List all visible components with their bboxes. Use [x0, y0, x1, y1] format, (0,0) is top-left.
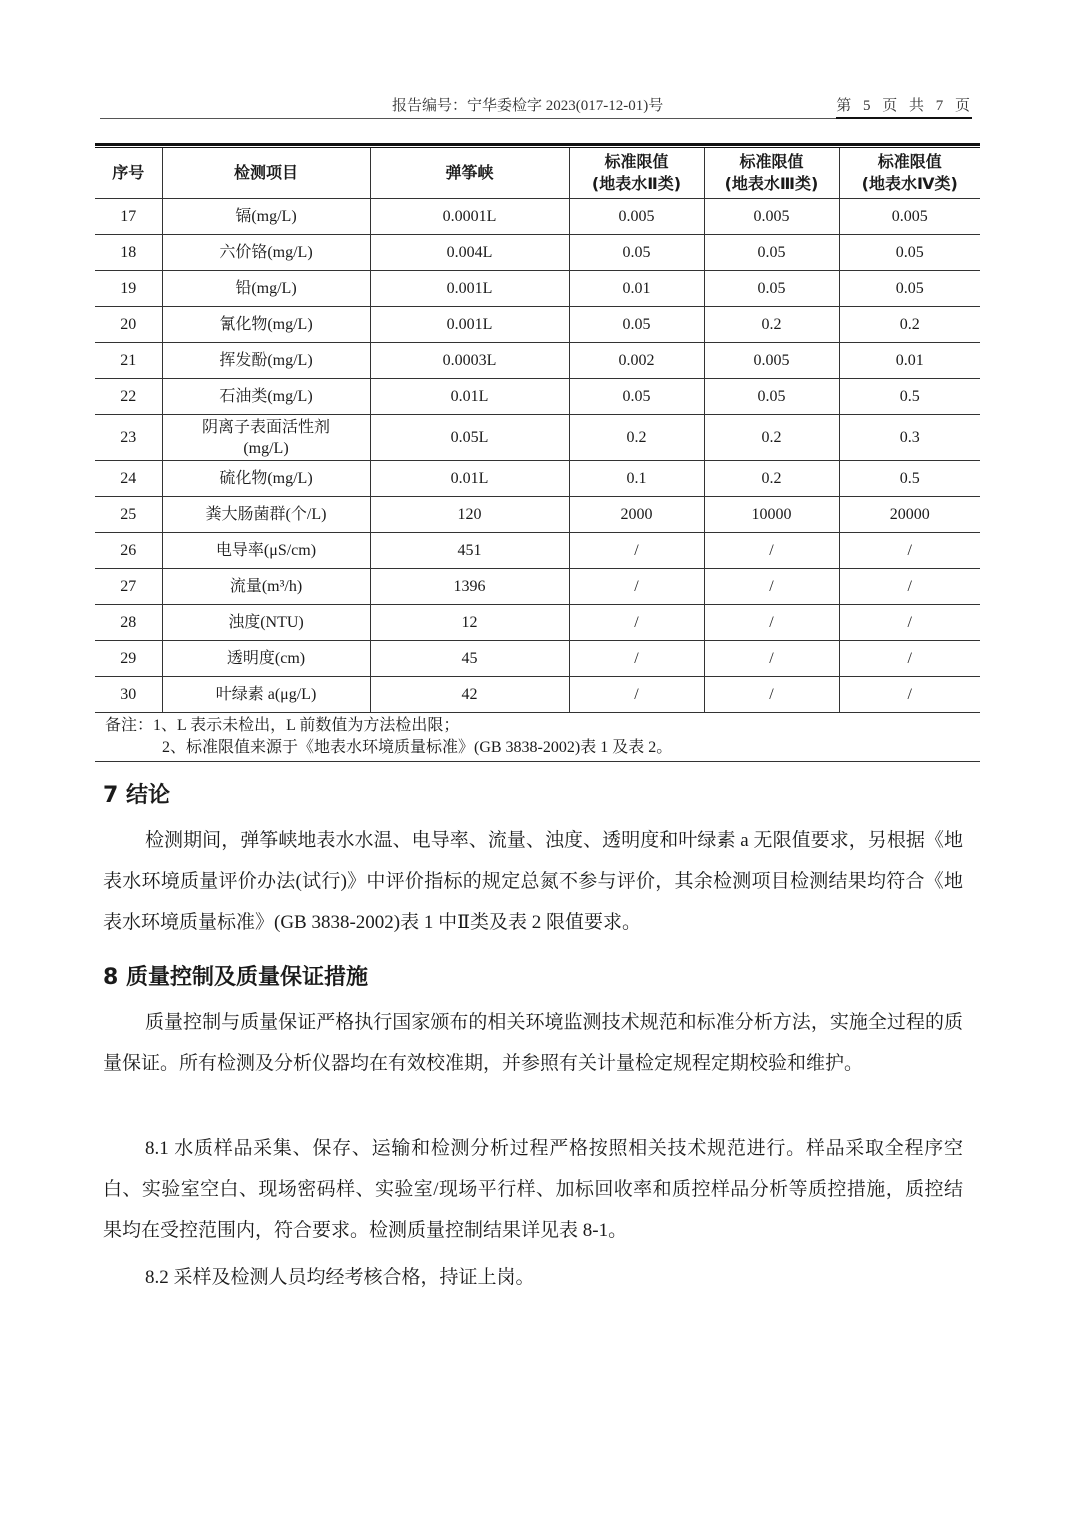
cell-no-text: 22 [120, 387, 137, 405]
cell-value [370, 235, 569, 271]
cell-no [95, 677, 162, 713]
cell-value-text: 0.001L [446, 279, 493, 297]
header-site [370, 148, 569, 199]
cell-limit-ii [569, 415, 704, 461]
cell-item [162, 415, 370, 461]
conclusion-heading: 7 结论 [103, 783, 170, 808]
cell-no [95, 569, 162, 605]
cell-no-text: 26 [120, 541, 137, 559]
cell-limit-iv-text: 0.2 [899, 315, 920, 333]
cell-no-text: 24 [120, 469, 137, 487]
header-item-label: 检测项目 [233, 163, 298, 182]
cell-value-text: 0.01L [450, 469, 489, 487]
table-row [95, 497, 980, 533]
cell-limit-iii [704, 343, 839, 379]
cell-item-text: 透明度(cm) [226, 649, 306, 667]
cell-value [370, 271, 569, 307]
cell-item-text: 六价铬(mg/L) [219, 243, 313, 261]
header-limit-iv [839, 148, 980, 199]
cell-limit-iv [839, 307, 980, 343]
cell-value [370, 677, 569, 713]
note-1: 备注：1、L 表示未检出，L 前数值为方法检出限； [105, 717, 460, 734]
cell-value-text: 0.05L [450, 429, 489, 446]
cell-item [162, 343, 370, 379]
cell-value-text: 120 [457, 505, 482, 523]
cell-item [162, 199, 370, 235]
cell-item [162, 677, 370, 713]
cell-limit-iii-text: / [769, 613, 774, 631]
cell-limit-iii-text: 0.005 [753, 351, 790, 369]
cell-no [95, 641, 162, 677]
cell-no [95, 271, 162, 307]
cell-limit-iii [704, 461, 839, 497]
cell-limit-iv [839, 235, 980, 271]
cell-limit-ii [569, 605, 704, 641]
cell-limit-ii-text: / [634, 649, 639, 667]
cell-value [370, 307, 569, 343]
cell-no [95, 497, 162, 533]
cell-value-text: 451 [457, 541, 482, 559]
cell-limit-ii-text: / [634, 613, 639, 631]
cell-limit-iii [704, 569, 839, 605]
cell-item-text: 流量(m³/h) [229, 577, 303, 595]
cell-item-text: 硫化物(mg/L) [219, 469, 313, 487]
cell-value-text: 0.001L [446, 315, 493, 333]
cell-limit-iv [839, 271, 980, 307]
quality-paragraph-2: 8.1 水质样品采集、保存、运输和检测分析过程严格按照相关技术规范进行。样品采取全程序空白、实验室空白、现场密码样、实验室/现场平行样、加标回收率和质控样品分析等质控措施，质控结果均在受控范围内，符合要求。检测质量控制结果详见表 8-1。 [103, 1138, 963, 1241]
report-number: 报告编号：宁华委检字 2023(017-12-01)号 [392, 98, 664, 114]
cell-limit-iii [704, 497, 839, 533]
table-row [95, 379, 980, 415]
cell-item [162, 533, 370, 569]
header-limit-iv-l2: (地表水Ⅳ类) [861, 174, 958, 193]
table-notes [95, 713, 980, 762]
cell-value [370, 343, 569, 379]
cell-no-text: 19 [120, 279, 137, 297]
cell-value [370, 497, 569, 533]
cell-value [370, 379, 569, 415]
cell-limit-iii [704, 199, 839, 235]
cell-limit-iv [839, 605, 980, 641]
table-row [95, 415, 980, 461]
note-2: 2、标准限值来源于《地表水环境质量标准》(GB 3838-2002)表 1 及表 2。 [162, 739, 673, 756]
cell-item-text: 浊度(NTU) [228, 613, 304, 631]
header-site-label: 弹筝峡 [445, 163, 494, 182]
cell-limit-ii [569, 533, 704, 569]
cell-limit-iv [839, 497, 980, 533]
cell-no [95, 461, 162, 497]
table-row [95, 605, 980, 641]
cell-limit-iv-text: 0.5 [899, 469, 920, 487]
cell-limit-iii-text: 0.2 [761, 315, 782, 333]
header-limit-ii [569, 148, 704, 199]
cell-item [162, 379, 370, 415]
cell-limit-ii-text: 0.005 [618, 207, 655, 225]
cell-limit-iv-text: 20000 [889, 505, 930, 523]
cell-limit-iv [839, 343, 980, 379]
cell-limit-iii-text: 0.05 [757, 387, 786, 405]
table-row [95, 343, 980, 379]
cell-item [162, 569, 370, 605]
cell-limit-iii [704, 605, 839, 641]
cell-limit-iii [704, 641, 839, 677]
cell-item-text: 铅(mg/L) [235, 279, 297, 297]
cell-limit-iv-text: / [907, 649, 912, 667]
cell-limit-iii-text: 10000 [751, 505, 792, 523]
table-row [95, 677, 980, 713]
cell-value-text: 0.0003L [442, 351, 497, 369]
cell-limit-iii [704, 271, 839, 307]
cell-limit-iv [839, 569, 980, 605]
cell-no-text: 30 [120, 685, 137, 703]
cell-limit-iv [839, 415, 980, 461]
cell-limit-iv-text: 0.3 [899, 429, 920, 446]
table-header-row [95, 148, 980, 199]
header-limit-ii-l2: (地表水Ⅱ类) [591, 174, 682, 193]
cell-item [162, 235, 370, 271]
cell-limit-iv [839, 533, 980, 569]
cell-limit-iii [704, 677, 839, 713]
table-row [95, 199, 980, 235]
quality-paragraph-3: 8.2 采样及检测人员均经考核合格，持证上岗。 [145, 1267, 535, 1288]
cell-limit-ii-text: 0.05 [622, 387, 651, 405]
cell-limit-ii-text: 0.2 [626, 429, 647, 446]
results-table-container [95, 143, 980, 762]
cell-limit-iii-text: 0.2 [761, 429, 782, 446]
cell-no [95, 307, 162, 343]
cell-limit-iv [839, 379, 980, 415]
cell-item [162, 271, 370, 307]
cell-limit-iii [704, 235, 839, 271]
cell-no [95, 533, 162, 569]
cell-no-text: 27 [120, 577, 137, 595]
quality-heading: 8 质量控制及质量保证措施 [103, 965, 368, 990]
header-no [95, 148, 162, 199]
cell-limit-ii-text: / [634, 685, 639, 703]
cell-limit-iv-text: 0.5 [899, 387, 920, 405]
cell-limit-ii [569, 235, 704, 271]
cell-no-text: 29 [120, 649, 137, 667]
cell-value-text: 45 [461, 649, 478, 667]
cell-value-text: 1396 [453, 577, 486, 595]
cell-limit-iv [839, 199, 980, 235]
cell-item-text: 粪大肠菌群(个/L) [205, 505, 327, 523]
cell-limit-ii [569, 641, 704, 677]
cell-limit-iii-text: 0.2 [761, 469, 782, 487]
cell-no-text: 25 [120, 505, 137, 523]
cell-no-text: 20 [120, 315, 137, 333]
cell-limit-ii [569, 343, 704, 379]
cell-no-text: 21 [120, 351, 137, 369]
page-header [100, 92, 972, 119]
cell-limit-ii [569, 271, 704, 307]
cell-limit-iv-text: 0.005 [891, 207, 928, 225]
cell-limit-iv-text: / [907, 541, 912, 559]
cell-item [162, 497, 370, 533]
table-top-rule [95, 143, 980, 146]
cell-no [95, 605, 162, 641]
cell-limit-ii-text: 0.1 [626, 469, 647, 487]
cell-value [370, 569, 569, 605]
table-row [95, 641, 980, 677]
cell-limit-iii [704, 533, 839, 569]
cell-value [370, 415, 569, 461]
cell-item-text: 阴离子表面活性剂 [201, 418, 330, 436]
results-table [95, 148, 980, 713]
cell-value [370, 199, 569, 235]
table-row [95, 461, 980, 497]
cell-limit-iii-text: / [769, 577, 774, 595]
cell-value-text: 0.01L [450, 387, 489, 405]
cell-limit-iii [704, 379, 839, 415]
cell-item [162, 605, 370, 641]
cell-limit-iii-text: / [769, 685, 774, 703]
cell-limit-iii-text: 0.005 [753, 207, 790, 225]
cell-item-text: 叶绿素 a(μg/L) [215, 685, 317, 703]
cell-limit-iv-text: 0.01 [895, 351, 924, 369]
cell-no-text: 17 [120, 207, 137, 225]
cell-value [370, 461, 569, 497]
cell-limit-iv [839, 461, 980, 497]
cell-limit-ii [569, 677, 704, 713]
cell-no-text: 18 [120, 243, 137, 261]
cell-item-text: 石油类(mg/L) [219, 387, 313, 405]
cell-value [370, 641, 569, 677]
cell-limit-ii-text: 0.05 [622, 315, 651, 333]
header-limit-iii [704, 148, 839, 199]
header-item [162, 148, 370, 199]
cell-no [95, 415, 162, 461]
cell-item-text: 电导率(μS/cm) [215, 541, 317, 559]
header-limit-iii-l2: (地表水Ⅲ类) [724, 174, 819, 193]
cell-item-text: 镉(mg/L) [235, 207, 297, 225]
conclusion-paragraph: 检测期间，弹筝峡地表水水温、电导率、流量、浊度、透明度和叶绿素 a 无限值要求，另根据《地表水环境质量评价办法(试行)》中评价指标的规定总氮不参与评价，其余检测项目检测结果均符合《地表水环境质量标准》(GB 3838-2002)表 1 中Ⅱ类及表 2 限值要求。 [103, 830, 963, 933]
cell-limit-iii-text: / [769, 649, 774, 667]
cell-limit-ii-text: 0.002 [618, 351, 655, 369]
cell-no-text: 23 [120, 429, 137, 446]
page-indicator: 第 5 页 共 7 页 [836, 94, 972, 119]
header-limit-iii-l1: 标准限值 [739, 152, 804, 171]
cell-limit-ii [569, 497, 704, 533]
cell-no [95, 199, 162, 235]
cell-limit-iv-text: 0.05 [895, 279, 924, 297]
cell-item-unit: (mg/L) [243, 439, 289, 457]
table-row [95, 569, 980, 605]
cell-limit-ii-text: 0.01 [622, 279, 651, 297]
table-row [95, 271, 980, 307]
cell-limit-ii [569, 307, 704, 343]
cell-item [162, 461, 370, 497]
cell-item-text: 挥发酚(mg/L) [219, 351, 313, 369]
header-limit-iv-l1: 标准限值 [877, 152, 942, 171]
cell-limit-iv-text: / [907, 613, 912, 631]
cell-limit-ii-text: / [634, 577, 639, 595]
cell-limit-iii [704, 415, 839, 461]
cell-limit-ii-text: 2000 [620, 505, 653, 523]
cell-item-text: 氰化物(mg/L) [219, 315, 313, 333]
cell-value-text: 12 [461, 613, 478, 631]
cell-limit-ii [569, 379, 704, 415]
table-row [95, 533, 980, 569]
cell-limit-ii [569, 569, 704, 605]
cell-limit-iv [839, 641, 980, 677]
header-no-label: 序号 [112, 163, 145, 182]
cell-item [162, 307, 370, 343]
cell-limit-iii-text: 0.05 [757, 279, 786, 297]
cell-limit-ii-text: 0.05 [622, 243, 651, 261]
cell-no [95, 379, 162, 415]
table-row [95, 235, 980, 271]
cell-value [370, 605, 569, 641]
cell-item [162, 641, 370, 677]
cell-no [95, 235, 162, 271]
cell-limit-iii-text: 0.05 [757, 243, 786, 261]
cell-value-text: 0.004L [446, 243, 493, 261]
cell-limit-iii-text: / [769, 541, 774, 559]
table-body [95, 199, 980, 713]
cell-limit-iv-text: 0.05 [895, 243, 924, 261]
header-limit-ii-l1: 标准限值 [604, 152, 669, 171]
cell-limit-iv-text: / [907, 577, 912, 595]
cell-limit-iv-text: / [907, 685, 912, 703]
cell-no-text: 28 [120, 613, 137, 631]
cell-limit-ii [569, 461, 704, 497]
cell-limit-ii [569, 199, 704, 235]
quality-paragraph-1: 质量控制与质量保证严格执行国家颁布的相关环境监测技术规范和标准分析方法，实施全过程的质量保证。所有检测及分析仪器均在有效校准期，并参照有关计量检定规程定期校验和维护。 [103, 1012, 963, 1074]
cell-value [370, 533, 569, 569]
cell-limit-ii-text: / [634, 541, 639, 559]
cell-no [95, 343, 162, 379]
table-row [95, 307, 980, 343]
cell-limit-iii [704, 307, 839, 343]
cell-value-text: 42 [461, 685, 478, 703]
cell-limit-iv [839, 677, 980, 713]
cell-value-text: 0.0001L [442, 207, 497, 225]
